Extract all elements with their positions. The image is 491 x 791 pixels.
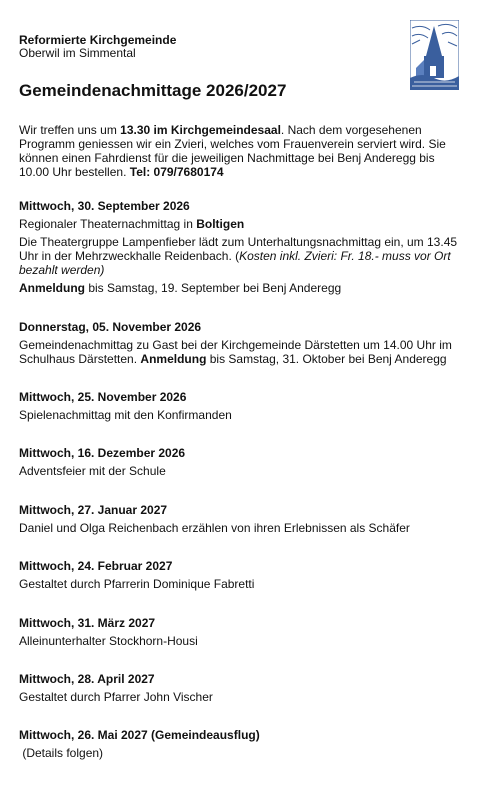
event-2027-05-26 <box>19 728 464 764</box>
event-2026-11-05 <box>19 320 464 370</box>
event-2026-12-16 <box>19 446 464 482</box>
event-2027-04-28 <box>19 672 464 708</box>
event-description: Alleinunterhalter Stockhorn-Housi <box>19 634 198 648</box>
event-date: Mittwoch, 24. Februar 2027 <box>19 559 173 573</box>
event-date: Mittwoch, 26. Mai 2027 (Gemeindeausflug) <box>19 728 260 742</box>
event-description: Die Theatergruppe Lampenfieber lädt zum Unterhaltungsnachmittag ein, um 13.45 Uhr in der Mehrzweckhalle Reidenbach. (Kosten inkl. Zvieri: Fr. 18.- muss vor Ort bezahlt werden) <box>19 235 458 277</box>
event-date: Mittwoch, 27. Januar 2027 <box>19 503 168 517</box>
event-description: Gemeindenachmittag zu Gast bei der Kirchgemeinde Därstetten um 14.00 Uhr im Schulhaus Därstetten. Anmeldung bis Samstag, 31. Oktober bei Benj Anderegg <box>19 338 452 366</box>
event-2027-02-24 <box>19 559 464 595</box>
event-2026-11-25 <box>19 390 464 426</box>
event-registration: Anmeldung bis Samstag, 19. September bei Benj Anderegg <box>19 281 342 295</box>
event-description: Daniel und Olga Reichenbach erzählen von ihren Erlebnissen als Schäfer <box>19 521 410 535</box>
intro-paragraph: Wir treffen uns um 13.30 im Kirchgemeindesaal. Nach dem vorgesehenen Programm geniessen wir ein Zvieri, welches vom Frauenverein serviert wird. Sie können einen Fahrdienst für die jeweiligen Nachmittage bei Benj Anderegg bis 10.00 Uhr bestellen. Tel: 079/7680174 <box>19 123 446 179</box>
event-2026-09-30 <box>19 199 464 299</box>
event-subtitle: Regionaler Theaternachmittag in Boltigen <box>19 217 245 231</box>
event-description: Gestaltet durch Pfarrer John Vischer <box>19 690 213 704</box>
event-date: Mittwoch, 25. November 2026 <box>19 390 187 404</box>
church-logo <box>410 20 459 90</box>
event-date: Mittwoch, 28. April 2027 <box>19 672 155 686</box>
org-location: Oberwil im Simmental <box>19 46 136 60</box>
event-description: Spielenachmittag mit den Konfirmanden <box>19 408 232 422</box>
event-date: Donnerstag, 05. November 2026 <box>19 320 202 334</box>
page-title: Gemeindenachmittage 2026/2027 <box>19 81 287 100</box>
event-description: Gestaltet durch Pfarrerin Dominique Fabretti <box>19 577 255 591</box>
event-date: Mittwoch, 30. September 2026 <box>19 199 190 213</box>
event-description: Adventsfeier mit der Schule <box>19 464 166 478</box>
org-name: Reformierte Kirchgemeinde <box>19 33 177 47</box>
event-2027-03-31 <box>19 616 464 652</box>
event-description: (Details folgen) <box>19 746 104 760</box>
event-2027-01-27 <box>19 503 464 539</box>
event-date: Mittwoch, 31. März 2027 <box>19 616 156 630</box>
event-date: Mittwoch, 16. Dezember 2026 <box>19 446 186 460</box>
church-woodcut-icon <box>410 20 459 90</box>
